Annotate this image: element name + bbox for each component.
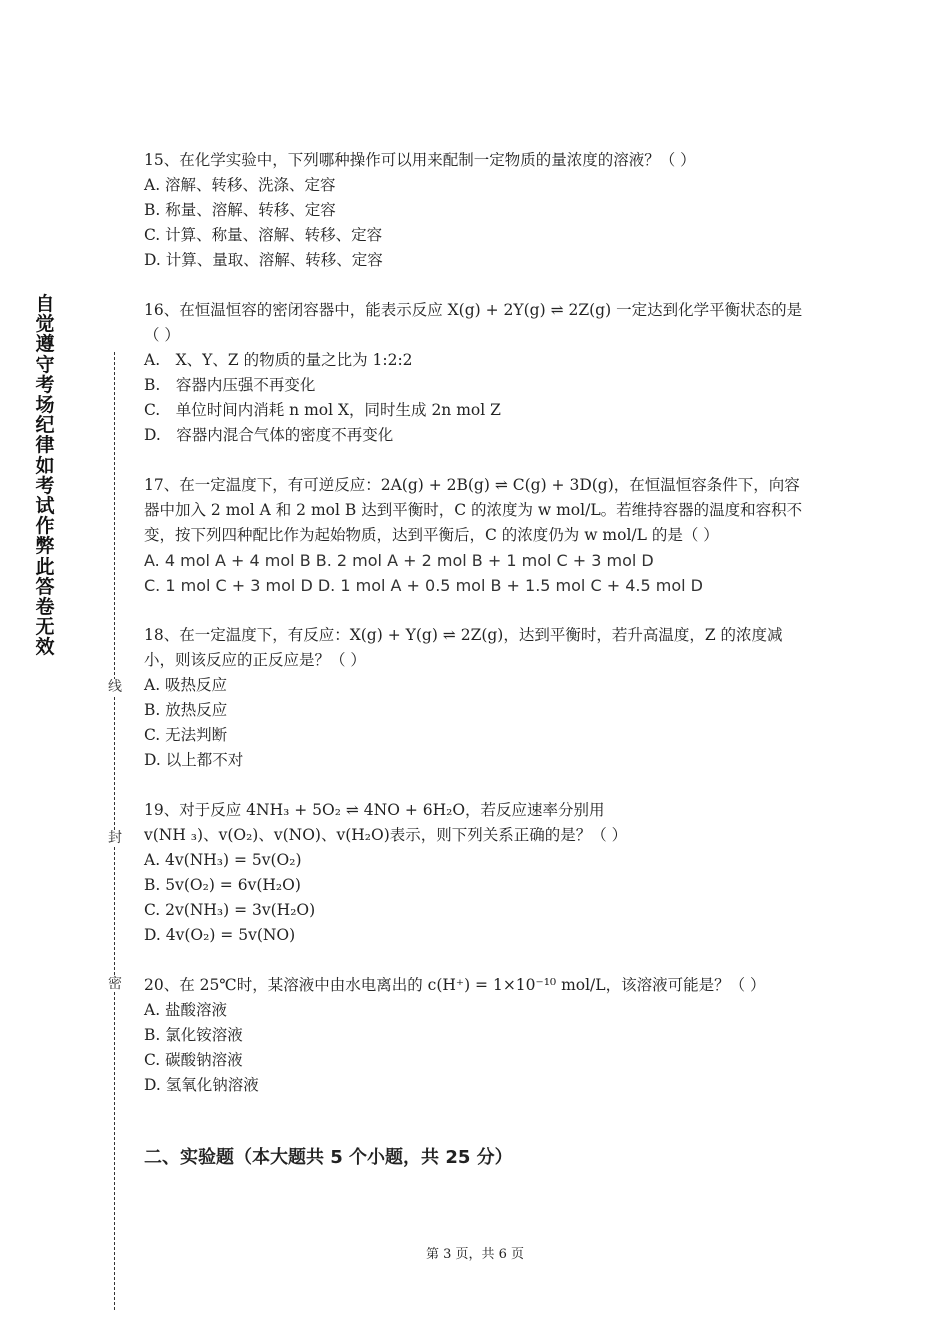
question-17 xyxy=(144,473,812,598)
option: A. 4v(NH₃) = 5v(O₂) xyxy=(144,851,302,869)
option-row: A. 4 mol A + 4 mol B B. 2 mol A + 2 mol B + 1 mol C + 3 mol D xyxy=(144,551,654,570)
option: D. 4v(O₂) = 5v(NO) xyxy=(144,926,296,944)
page-footer: 第 3 页，共 6 页 xyxy=(425,1247,525,1262)
option: B. 放热反应 xyxy=(144,701,228,719)
question-stem: 20、在 25℃时，某溶液中由水电离出的 c(H⁺) = 1×10⁻¹⁰ mol/L，该溶液可能是？（ ） xyxy=(144,976,766,994)
question-stem: 16、在恒温恒容的密闭容器中，能表示反应 X(g) + 2Y(g) ⇌ 2Z(g) 一定达到化学平衡状态的是（ ） xyxy=(144,301,803,344)
option: D. 计算、量取、溶解、转移、定容 xyxy=(144,251,383,269)
question-stem-continued: v(NH ₃)、v(O₂)、v(NO)、v(H₂O)表示，则下列关系正确的是？（ ） xyxy=(144,826,628,844)
question-15 xyxy=(144,148,812,273)
option: A. 吸热反应 xyxy=(144,676,228,694)
section-title: 二、实验题（本大题共 5 个小题，共 25 分） xyxy=(144,1147,513,1168)
option: B. 5v(O₂) = 6v(H₂O) xyxy=(144,876,301,894)
question-16 xyxy=(144,298,812,448)
option: A. 盐酸溶液 xyxy=(144,1001,228,1019)
option: C. 碳酸钠溶液 xyxy=(144,1051,243,1069)
option: C. 单位时间内消耗 n mol X，同时生成 2n mol Z xyxy=(144,401,501,419)
option: D. 以上都不对 xyxy=(144,751,244,769)
option: B. 称量、溶解、转移、定容 xyxy=(144,201,336,219)
option: B. 氯化铵溶液 xyxy=(144,1026,243,1044)
question-20 xyxy=(144,973,812,1098)
binding-mark-seal: 封 xyxy=(108,830,122,846)
question-stem: 15、在化学实验中，下列哪种操作可以用来配制一定物质的量浓度的溶液？（ ） xyxy=(144,151,696,169)
option: D. 容器内混合气体的密度不再变化 xyxy=(144,426,394,444)
question-stem: 17、在一定温度下，有可逆反应：2A(g) + 2B(g) ⇌ C(g) + 3D(g)，在恒温恒容条件下，向容器中加入 2 mol A 和 2 mol B 达到平衡时，C 的浓度为 w mol/L。若维持容器的温度和容积不变，按下列四种配比作为起始物质，达到平衡后，C 的浓度仍为 w mol/L 的是（ ） xyxy=(144,476,803,544)
option: C. 无法判断 xyxy=(144,726,228,744)
option: A. X、Y、Z 的物质的量之比为 1:2:2 xyxy=(144,351,413,369)
option: D. 氢氧化钠溶液 xyxy=(144,1076,259,1094)
binding-slogan: 自觉遵守考场纪律如考试作弊此答卷无效 xyxy=(35,293,55,659)
question-18 xyxy=(144,623,812,773)
question-stem: 19、对于反应 4NH₃ + 5O₂ ⇌ 4NO + 6H₂O，若反应速率分别用 xyxy=(144,801,605,819)
option: C. 计算、称量、溶解、转移、定容 xyxy=(144,226,383,244)
option: A. 溶解、转移、洗涤、定容 xyxy=(144,176,336,194)
binding-mark-line: 线 xyxy=(108,679,122,695)
question-stem: 18、在一定温度下，有反应：X(g) + Y(g) ⇌ 2Z(g)，达到平衡时，若升高温度，Z 的浓度减小，则该反应的正反应是？（ ） xyxy=(144,626,783,669)
option: C. 2v(NH₃) = 3v(H₂O) xyxy=(144,901,316,919)
question-19 xyxy=(144,798,812,948)
option-row: C. 1 mol C + 3 mol D D. 1 mol A + 0.5 mol B + 1.5 mol C + 4.5 mol D xyxy=(144,576,703,595)
binding-mark-secret: 密 xyxy=(108,976,122,992)
option: B. 容器内压强不再变化 xyxy=(144,376,316,394)
question-list xyxy=(144,148,812,1123)
